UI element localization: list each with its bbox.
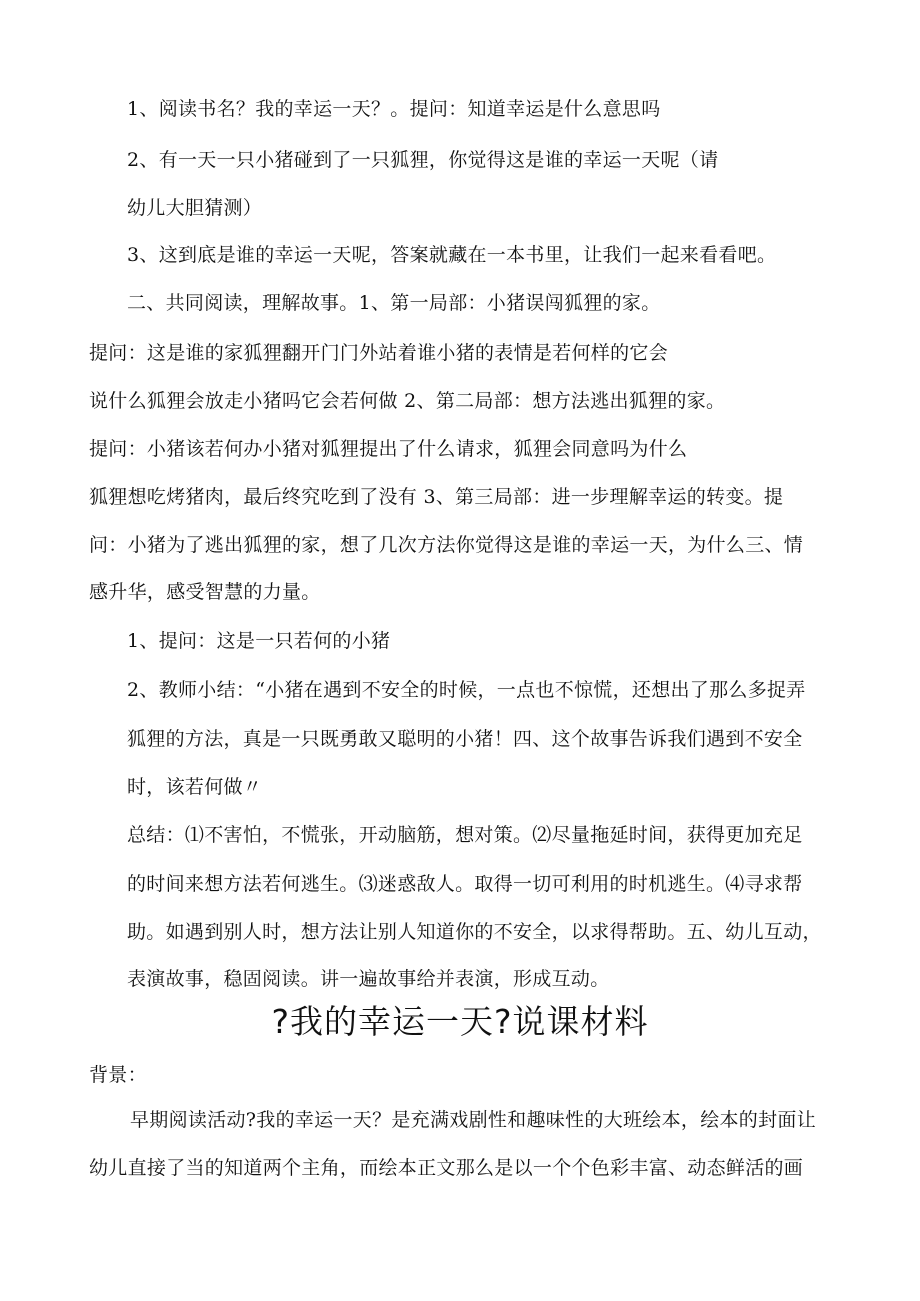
text-line: 1、提问：这是一只若何的小猪 — [127, 630, 391, 652]
text-line: 提问：这是谁的家狐狸翻开门门外站着谁小猪的表情是若何样的它会 — [89, 342, 669, 364]
text-line: 总结：⑴不害怕，不慌张，开动脑筋，想对策。⑵尽量拖延时间，获得更加充足 — [127, 824, 803, 846]
text-line: 幼儿大胆猜测） — [127, 197, 263, 219]
text-line: 狐狸的方法，真是一只既勇敢又聪明的小猪！四、这个故事告诉我们遇到不安全 — [127, 728, 803, 750]
text-line: 提问：小猪该若何办小猪对狐狸提出了什么请求，狐狸会同意吗为什么 — [89, 438, 688, 460]
text-line: 2、有一天一只小猪碰到了一只狐狸，你觉得这是谁的幸运一天呢（请 — [127, 149, 719, 171]
text-line: 助。如遇到别人时，想方法让别人知道你的不安全，以求得帮助。五、幼儿互动， — [127, 921, 822, 943]
text-line: 感升华，感受智慧的力量。 — [89, 581, 321, 603]
text-line: 狐狸想吃烤猪肉，最后终究吃到了没有 3、第三局部：进一步理解幸运的转变。提 — [89, 486, 784, 508]
body-line: 幼儿直接了当的知道两个主角，而绘本正文那么是以一个个色彩丰富、动态鲜活的画 — [89, 1157, 804, 1179]
text-line: 3、这到底是谁的幸运一天呢，答案就藏在一本书里，让我们一起来看看吧。 — [127, 244, 777, 266]
text-line: 二、共同阅读，理解故事。1、第一局部：小猪误闯狐狸的家。 — [127, 292, 661, 314]
text-line: 说什么狐狸会放走小猪吗它会若何做 2、第二局部：想方法逃出狐狸的家。 — [89, 390, 726, 412]
text-line: 2、教师小结：“小猪在遇到不安全的时候，一点也不惊慌，还想出了那么多捉弄 — [127, 679, 806, 701]
text-line: 表演故事，稳固阅读。讲一遍故事给并表演，形成互动。 — [127, 968, 610, 990]
body-line: 早期阅读活动?我的幸运一天？是充满戏剧性和趣味性的大班绘本，绘本的封面让 — [130, 1109, 816, 1131]
text-line: 1、阅读书名？我的幸运一天？。提问：知道幸运是什么意思吗 — [127, 98, 661, 120]
text-line: 时，该若何做〃 — [127, 776, 263, 798]
section-label: 背景： — [89, 1064, 147, 1086]
document-title: ?我的幸运一天?说课材料 — [271, 1002, 649, 1041]
text-line: 的时间来想方法若何逃生。⑶迷惑敌人。取得一切可利用的时机逃生。⑷寻求帮 — [127, 873, 803, 895]
text-line: 问：小猪为了逃出狐狸的家，想了几次方法你觉得这是谁的幸运一天，为什么三、情 — [89, 534, 804, 556]
